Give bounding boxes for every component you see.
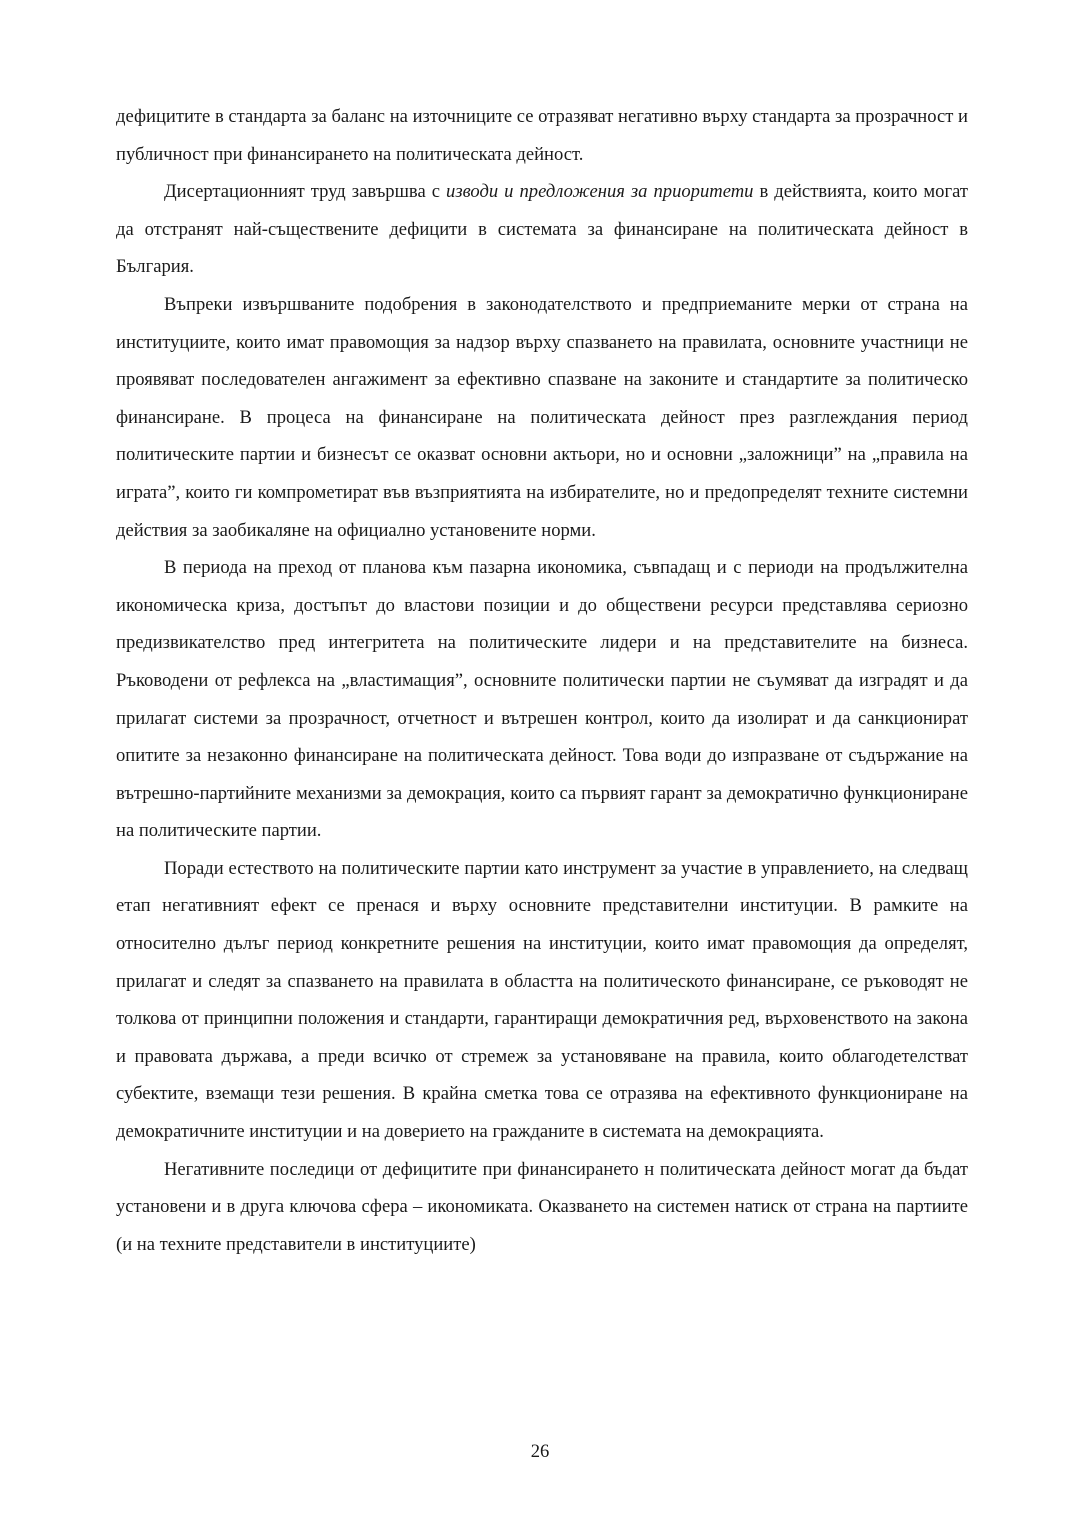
paragraph-transition-period: В периода на преход от планова към пазарна икономика, съвпадащ и с периоди на продължителна икономическа криза, достъпът до властови позиции и до обществени ресурси представлява сериозно предизвикателство пред интегритета на политическите лидери и на представителите на бизнеса. Ръководени от рефлекса на „властимащия”, основните политически партии не съумяват да изградят и да прилагат системи за прозрачност, отчетност и вътрешен контрол, които да изолират и да санкционират опитите за незаконно финансиране на политическата дейност. Това води до изпразване от съдържание на вътрешно-партийните механизми за демокрация, които са първият гарант за демократично функциониране на политическите партии.	[116, 557, 968, 842]
paragraph-institutions: Поради естеството на политическите партии като инструмент за участие в управлението, на следващ етап негативният ефект се пренася и върху основните представителни институции. В рамките на относително дълъг период конкретните решения на институции, които имат правомощия да определят, прилагат и следят за спазването на правилата в областта на политическото финансиране, се ръководят не толкова от принципни положения и стандарти, гарантиращи демократичния ред, върховенството на закона и правовата държава, а преди всичко от стремеж за установяване на правила, които облагодетелстват субектите, вземащи тези решения. В крайна сметка това се отразява на ефективното функциониране на демократичните институции и на доверието на гражданите в системата на демокрацията.	[116, 857, 968, 1143]
paragraph-economy: Негативните последици от дефицитите при финансирането н политическата дейност могат да бъдат установени и в друга ключова сфера – икономиката. Оказването на системен натиск от страна на партиите (и на техните представители в институциите)	[116, 1158, 968, 1255]
paragraph-continuation: дефицитите в стандарта за баланс на източниците се отразяват негативно върху стандарта за прозрачност и публичност при финансирането на политическата дейност.	[116, 106, 968, 165]
paragraph-conclusions-emphasis: изводи и предложения за приоритети	[446, 181, 754, 203]
document-body	[116, 98, 968, 1263]
paragraph-conclusions-tail: в действията, които могат да отстранят най-съществените дефицити в системата за финансиране на политическата дейност в България.	[116, 181, 968, 278]
paragraph-conclusions	[116, 173, 968, 286]
paragraph-conclusions-lead: Дисертационният труд завършва с	[164, 181, 447, 203]
paragraph-legislation: Въпреки извършваните подобрения в законодателството и предприеманите мерки от страна на институциите, които имат правомощия за надзор върху спазването на правилата, основните участници не проявяват последователен ангажимент за ефективно спазване на законите и стандартите за политическо финансиране. В процеса на финансиране на политическата дейност през разглеждания период политическите партии и бизнесът се оказват основни актьори, но и основни „заложници” на „правила на играта”, които ги компрометират във възприятията на избирателите, но и предопределят техните системни действия за заобикаляне на официално установените норми.	[116, 293, 968, 541]
page-number: 26	[530, 1441, 550, 1462]
